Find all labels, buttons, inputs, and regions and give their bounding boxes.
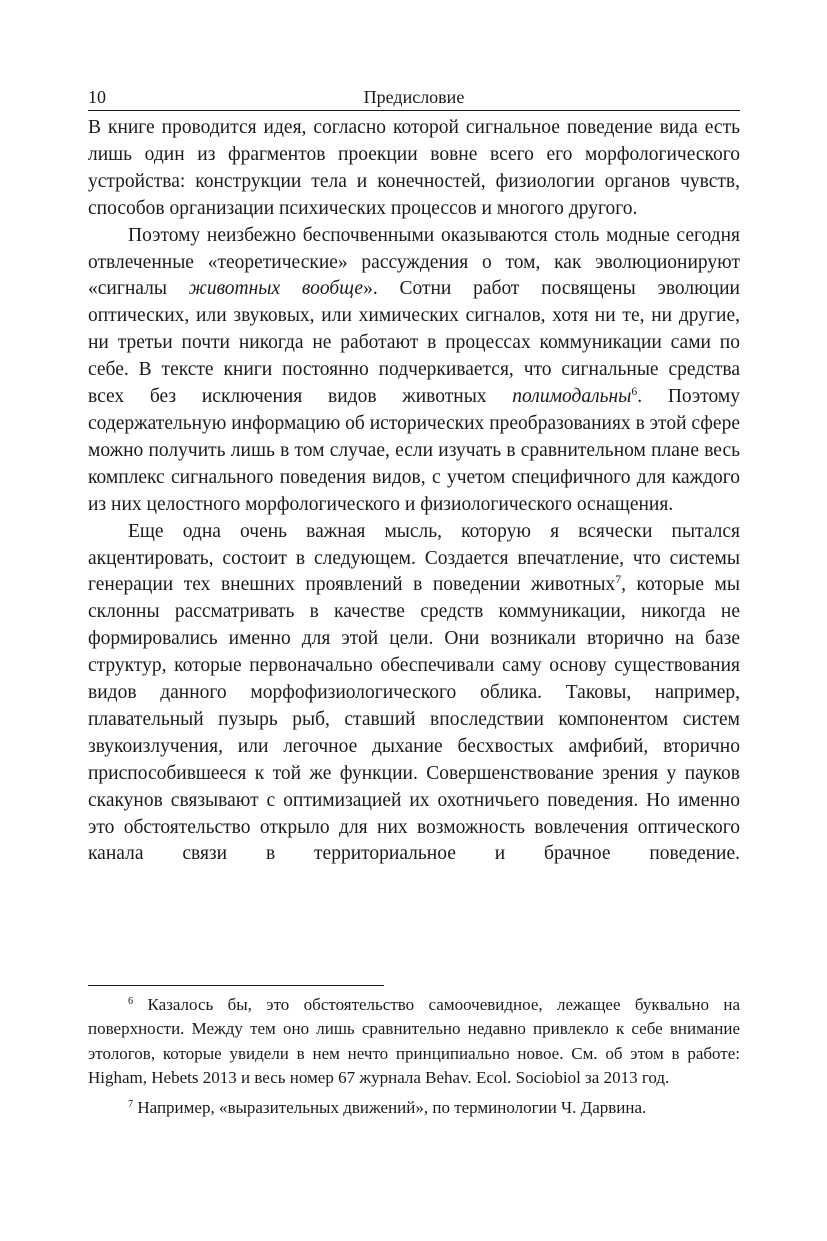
footnote-separator [88, 985, 384, 986]
page [88, 84, 740, 868]
paragraph-2-text-3: . Поэтому содержательную информацию об исторических преобразованиях в этой сфере можно получить лишь в том случае, если изучать в сравнительном плане весь комплекс сигнального поведения видов, с учетом специфичного для каждого из них целостного морфологического и физиологического оснащения. [88, 386, 740, 515]
footnote-text: Например, «выразительных движений», по терминологии Ч. Дарвина. [133, 1097, 647, 1117]
paragraph-2 [88, 223, 740, 519]
footnote-number: 6 [128, 995, 134, 1007]
paragraph-2-text-1: Поэтому неизбежно беспочвенными оказываются столь модные сегодня отвлеченные «теоретические» рассуждения о том, как эволюционируют «сигналы [88, 224, 740, 300]
running-head [88, 84, 740, 111]
paragraph-2-italic-2: полимодальны [512, 386, 632, 408]
footnote-6 [88, 993, 740, 1091]
paragraph-3-text-2: , которые мы склонны рассматривать в качестве средств коммуникации, никогда не формировались именно для этой цели. Они возникали вторично на базе структур, которые первоначально обеспечивали саму основу существования видов данного морфофизиологического облика. Таковы, например, плавательный пузырь рыб, ставший впоследствии компонентом систем звукоизлучения, или легочное дыхание бесхвостых амфибий, вторично приспособившееся к той же функции. Совершенствование зрения у пауков скакунов связывают с оптимизацией их охотничьего поведения. Но именно это обстоятельство открыло для них возможность вовлечения оптического канала связи в территориальное и брачное поведение. [88, 574, 740, 865]
paragraph-2-italic-1: животных вообще [188, 278, 364, 300]
footnote-7 [88, 1096, 740, 1120]
running-title: Предисловие [363, 87, 465, 107]
footnote-ref-7[interactable]: 7 [615, 573, 622, 587]
body-text [88, 115, 740, 868]
footnote-ref-6[interactable]: 6 [631, 385, 638, 399]
paragraph-3-text-1: Еще одна очень важная мысль, которую я всячески пытался акцентировать, состоит в следующем. Создается впечатление, что системы генерации тех внешних проявлений в поведении животных [88, 520, 740, 596]
page-number: 10 [88, 87, 106, 107]
paragraph-2-text-2: ». Сотни работ посвящены эволюции оптических, или звуковых, или химических сигналов, хотя ни те, ни другие, ни третьи почти никогда не работают в процессах коммуникации сами по себе. В тексте книги постоянно подчеркивается, что сигнальные средства всех без исключения видов животных [88, 278, 740, 408]
footnote-text: Казалось бы, это обстоятельство самоочевидное, лежащее буквально на поверхности. Между тем оно лишь сравнительно недавно привлекло к себе внимание этологов, которые увидели в нем нечто принципиально новое. См. об этом в работе: Higham, Hebets 2013 и весь номер 67 журнала Behav. Ecol. Sociobiol за 2013 год. [88, 995, 740, 1088]
paragraph-3 [88, 519, 740, 869]
footnotes [88, 993, 740, 1120]
footnote-number: 7 [128, 1098, 134, 1110]
paragraph-1: В книге проводится идея, согласно которой сигнальное поведение вида есть лишь один из фрагментов проекции вовне всего его морфологического устройства: конструкции тела и конечностей, физиологии органов чувств, способов организации психических процессов и многого другого. [88, 117, 740, 219]
